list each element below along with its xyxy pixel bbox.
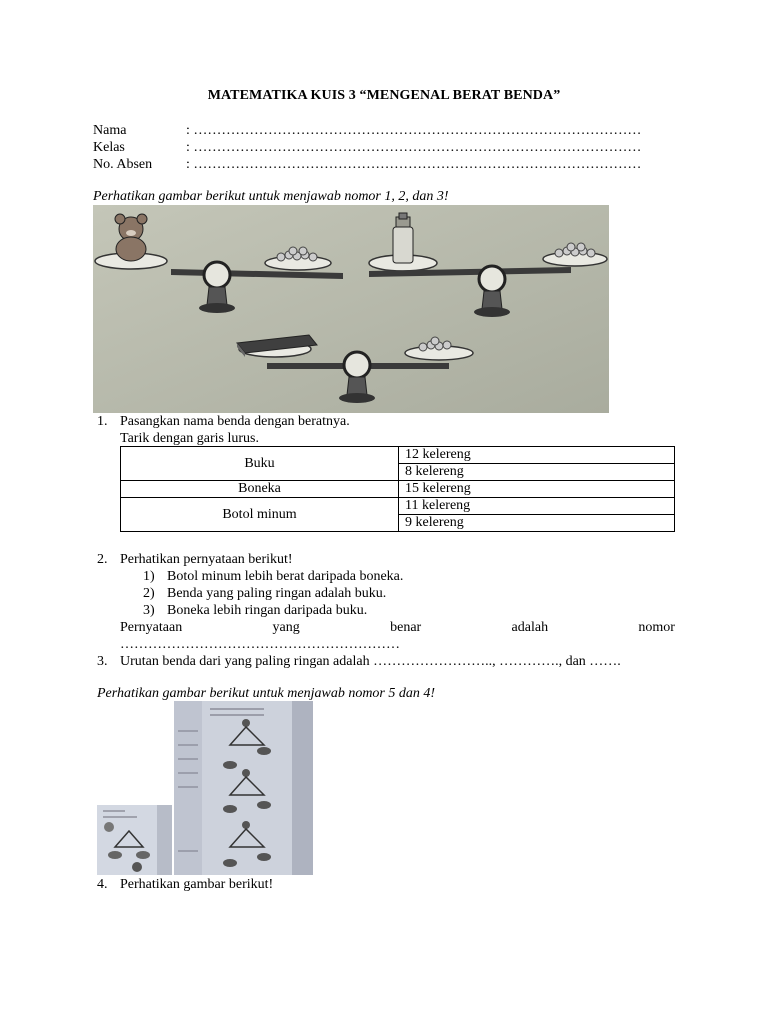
q4-number: 4. — [97, 877, 108, 892]
hanging-scale-illustration — [97, 805, 172, 875]
textbook-photo-small — [97, 805, 172, 875]
q4-text: Perhatikan gambar berikut! — [120, 877, 274, 892]
instruction-1: Perhatikan gambar berikut untuk menjawab nomor 1, 2, dan 3! — [93, 189, 449, 204]
table-row — [121, 498, 675, 515]
q3-text: Urutan benda dari yang paling ringan adalah …………………….., …………., dan ……. — [120, 654, 621, 669]
weight-cell: 15 kelereng — [399, 481, 675, 498]
statement-3-number: 3) — [143, 603, 155, 618]
textbook-photo-large — [174, 701, 313, 875]
q2-answer-line — [120, 619, 675, 636]
statement-2: Benda yang paling ringan adalah buku. — [167, 586, 387, 601]
table-row — [121, 481, 675, 498]
absen-field: : …………………………………………………………………………………… — [186, 157, 642, 172]
q1-subtext: Tarik dengan garis lurus. — [120, 431, 259, 446]
answer-word: yang — [272, 620, 300, 635]
hanging-scales-illustration — [174, 701, 313, 875]
statement-1-number: 1) — [143, 569, 155, 584]
statement-2-number: 2) — [143, 586, 155, 601]
weight-cell: 11 kelereng — [399, 498, 675, 515]
q2-answer-dots: …………………………………………………… — [120, 637, 400, 652]
instruction-2: Perhatikan gambar berikut untuk menjawab nomor 5 dan 4! — [97, 686, 436, 701]
object-cell-bottle: Botol minum — [121, 498, 399, 532]
water-bottle-icon — [393, 213, 413, 263]
object-cell-book: Buku — [121, 447, 399, 481]
class-field: : …………………………………………………………………………………… — [186, 140, 642, 155]
weight-cell: 9 kelereng — [399, 515, 675, 532]
matching-table — [120, 446, 675, 532]
balance-scales-image — [93, 205, 609, 413]
answer-word: nomor — [638, 620, 675, 635]
name-field: : …………………………………………………………………………………… — [186, 123, 642, 138]
object-cell-doll: Boneka — [121, 481, 399, 498]
q1-text: Pasangkan nama benda dengan beratnya. — [120, 414, 350, 429]
answer-word: benar — [390, 620, 422, 635]
q2-text: Perhatikan pernyataan berikut! — [120, 552, 293, 567]
weight-cell: 12 kelereng — [399, 447, 675, 464]
statement-3: Boneka lebih ringan daripada buku. — [167, 603, 368, 618]
page-title: MATEMATIKA KUIS 3 “MENGENAL BERAT BENDA” — [207, 88, 561, 103]
class-label: Kelas — [93, 140, 125, 155]
name-label: Nama — [93, 123, 127, 138]
table-row — [121, 447, 675, 464]
weight-cell: 8 kelereng — [399, 464, 675, 481]
answer-word: Pernyataan — [120, 620, 183, 635]
balance-scales-illustration — [93, 205, 609, 413]
answer-word: adalah — [511, 620, 549, 635]
q3-number: 3. — [97, 654, 108, 669]
statement-1: Botol minum lebih berat daripada boneka. — [167, 569, 404, 584]
absen-label: No. Absen — [93, 157, 153, 172]
q1-number: 1. — [97, 414, 108, 429]
q2-number: 2. — [97, 552, 108, 567]
